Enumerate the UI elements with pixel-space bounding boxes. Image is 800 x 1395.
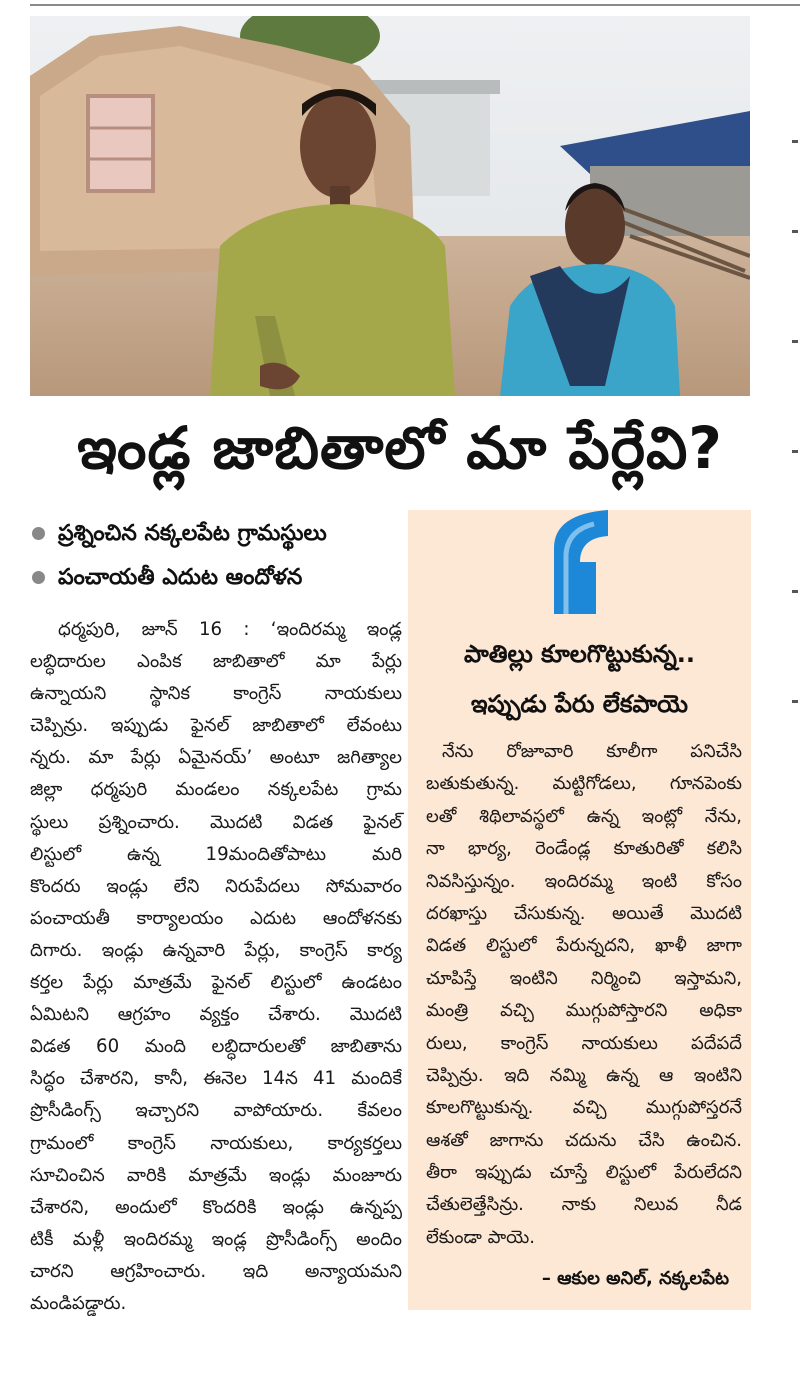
article-line: విడత 60 మంది లబ్ధిదారులతో జాబితాను: [30, 1036, 402, 1058]
article-line: ధర్మపురి, జూన్ 16 : ‘ఇందిరమ్మ ఇండ్ల: [58, 619, 402, 640]
article-line: లబ్ధిదారుల ఎంపిక జాబితాలో మా పేర్లు: [30, 651, 402, 673]
sub-headlines: [30, 512, 400, 600]
article-line: కర్తల పేర్లు మాత్రమే ఫైనల్ లిస్టులో ఉండటం: [30, 972, 402, 994]
article-line: ప్రొసీడింగ్స్ ఇచ్చారని వాపోయారు. కేవలం: [30, 1100, 402, 1122]
sub-headline-text: పంచాయతీ ఎదుట ఆందోళన: [58, 565, 303, 590]
quote-line: దరఖాస్తు చేసుకున్న. అయితే మొదటి: [426, 902, 742, 924]
article-line: కొందరు ఇండ్లు లేని నిరుపేదలు సోమవారం: [30, 875, 402, 897]
adjacent-column-edge: [792, 140, 800, 740]
quote-line: నివసిస్తున్నం. ఇందిరమ్మ ఇంటి కోసం: [426, 870, 742, 892]
article-line: చెప్పిన్రు. ఇప్పుడు ఫైనల్ జాబితాలో లేవంటు: [30, 715, 402, 737]
article-line: స్థులు ప్రశ్నించారు. మొదటి విడత ఫైనల్: [30, 811, 402, 833]
quote-line: తీరా ఇప్పుడు చూస్తే లిస్టులో పేరులేదని: [426, 1162, 742, 1184]
article-line: సిద్ధం చేశారని, కానీ, ఈనెల 14న 41 మందికే: [30, 1068, 402, 1090]
top-rule: [30, 4, 800, 6]
sub-headline-item: [30, 556, 400, 600]
quote-line: లతో శిథిలావస్థలో ఉన్న ఇంట్లో నేను,: [426, 805, 742, 827]
sub-headline-item: [30, 512, 400, 556]
quote-line: బతుకుతున్న. మట్టిగోడలు, గూనపెంకు: [426, 773, 742, 795]
quote-line: మంత్రి వచ్చి ముగ్గుపోస్తారని అధికా: [426, 1000, 742, 1022]
article-line: సూచించిన వారికి మాత్రమే ఇండ్లు మంజూరు: [30, 1164, 402, 1186]
news-photo-illustration: [30, 16, 750, 396]
quote-line: నా భార్య, రెండేండ్ల కూతురితో కలిసి: [426, 838, 742, 860]
quote-mark-icon: [546, 510, 612, 614]
quote-line: విడత లిస్టులో పేరున్నదని, ఖాళీ జాగా: [426, 935, 742, 957]
article-line: లిస్టులో ఉన్న 19మందితోపాటు మరి: [30, 843, 402, 865]
quote-line: రులు, కాంగ్రెస్ నాయకులు పదేపదే: [426, 1032, 742, 1054]
quote-line: ఆశతో జాగాను చదును చేసి ఉంచిన.: [426, 1129, 742, 1151]
quote-line: చెప్పిన్రు. ఇది నమ్మి ఉన్న ఆ ఇంటిని: [426, 1064, 742, 1086]
quote-line: లేకుండా పాయె.: [426, 1226, 536, 1248]
quote-line: చూపిస్తే ఇంటిని నిర్మించి ఇస్తామని,: [426, 967, 742, 989]
quote-sidebar: [408, 510, 751, 1310]
sub-headline-text: ప్రశ్నించిన నక్కలపేట గ్రామస్థులు: [58, 521, 327, 546]
quote-line: కూలగొట్టుకున్న. వచ్చి ముగ్గుపోస్తరనే: [426, 1097, 742, 1119]
quote-attribution: – ఆకుల అనిల్, నక్కలపేట: [541, 1268, 729, 1289]
quote-line: నేను రోజూవారి కూలీగా పనిచేసి: [442, 741, 742, 762]
bullet-dot-icon: [32, 571, 45, 584]
article-line: ఏమిటని ఆగ్రహం వ్యక్తం చేశారు. మొదటి: [30, 1004, 402, 1026]
bullet-dot-icon: [32, 527, 45, 540]
article-line: న్నరు. మా పేర్లు ఏమైనయ్’ అంటూ జగిత్యాల: [30, 747, 402, 769]
article-line: గ్రామంలో కాంగ్రెస్ నాయకులు, కార్యకర్తలు: [30, 1132, 402, 1154]
article-line: దిగారు. ఇండ్లు ఉన్నవారి పేర్లు, కాంగ్రెస్ కార్య: [30, 939, 402, 961]
article-body: [30, 614, 402, 1320]
article-line: జిల్లా ధర్మపురి మండలం నక్కలపేట గ్రామ: [30, 779, 402, 801]
headline: ఇండ్ల జాబితాలో మా పేర్లేవి?: [77, 414, 723, 482]
quote-line: చేతులెత్తేసిన్రు. నాకు నిలువ నీడ: [426, 1194, 742, 1216]
article-line: ఉన్నాయని స్థానిక కాంగ్రెస్ నాయకులు: [30, 683, 402, 705]
article-line: చారని ఆగ్రహించారు. ఇది అన్యాయమని: [30, 1260, 402, 1282]
sidebar-heading: ఇప్పుడు పేరు లేకపాయె: [471, 690, 688, 718]
article-line: టికీ మళ్లీ ఇందిరమ్మ ఇండ్ల ప్రొసీడింగ్స్ అందిం: [30, 1228, 402, 1250]
article-line: చేశారని, అందులో కొందరికి ఇండ్లు ఉన్నప్ప: [30, 1196, 402, 1218]
sidebar-quote-body: [426, 736, 742, 1254]
sidebar-heading: పాతిల్లు కూలగొట్టుకున్న..: [464, 640, 695, 668]
article-line: మండిపడ్డారు.: [30, 1292, 127, 1314]
article-line: పంచాయతీ కార్యాలయం ఎదుట ఆందోళనకు: [30, 907, 402, 929]
news-photo: [30, 16, 750, 396]
